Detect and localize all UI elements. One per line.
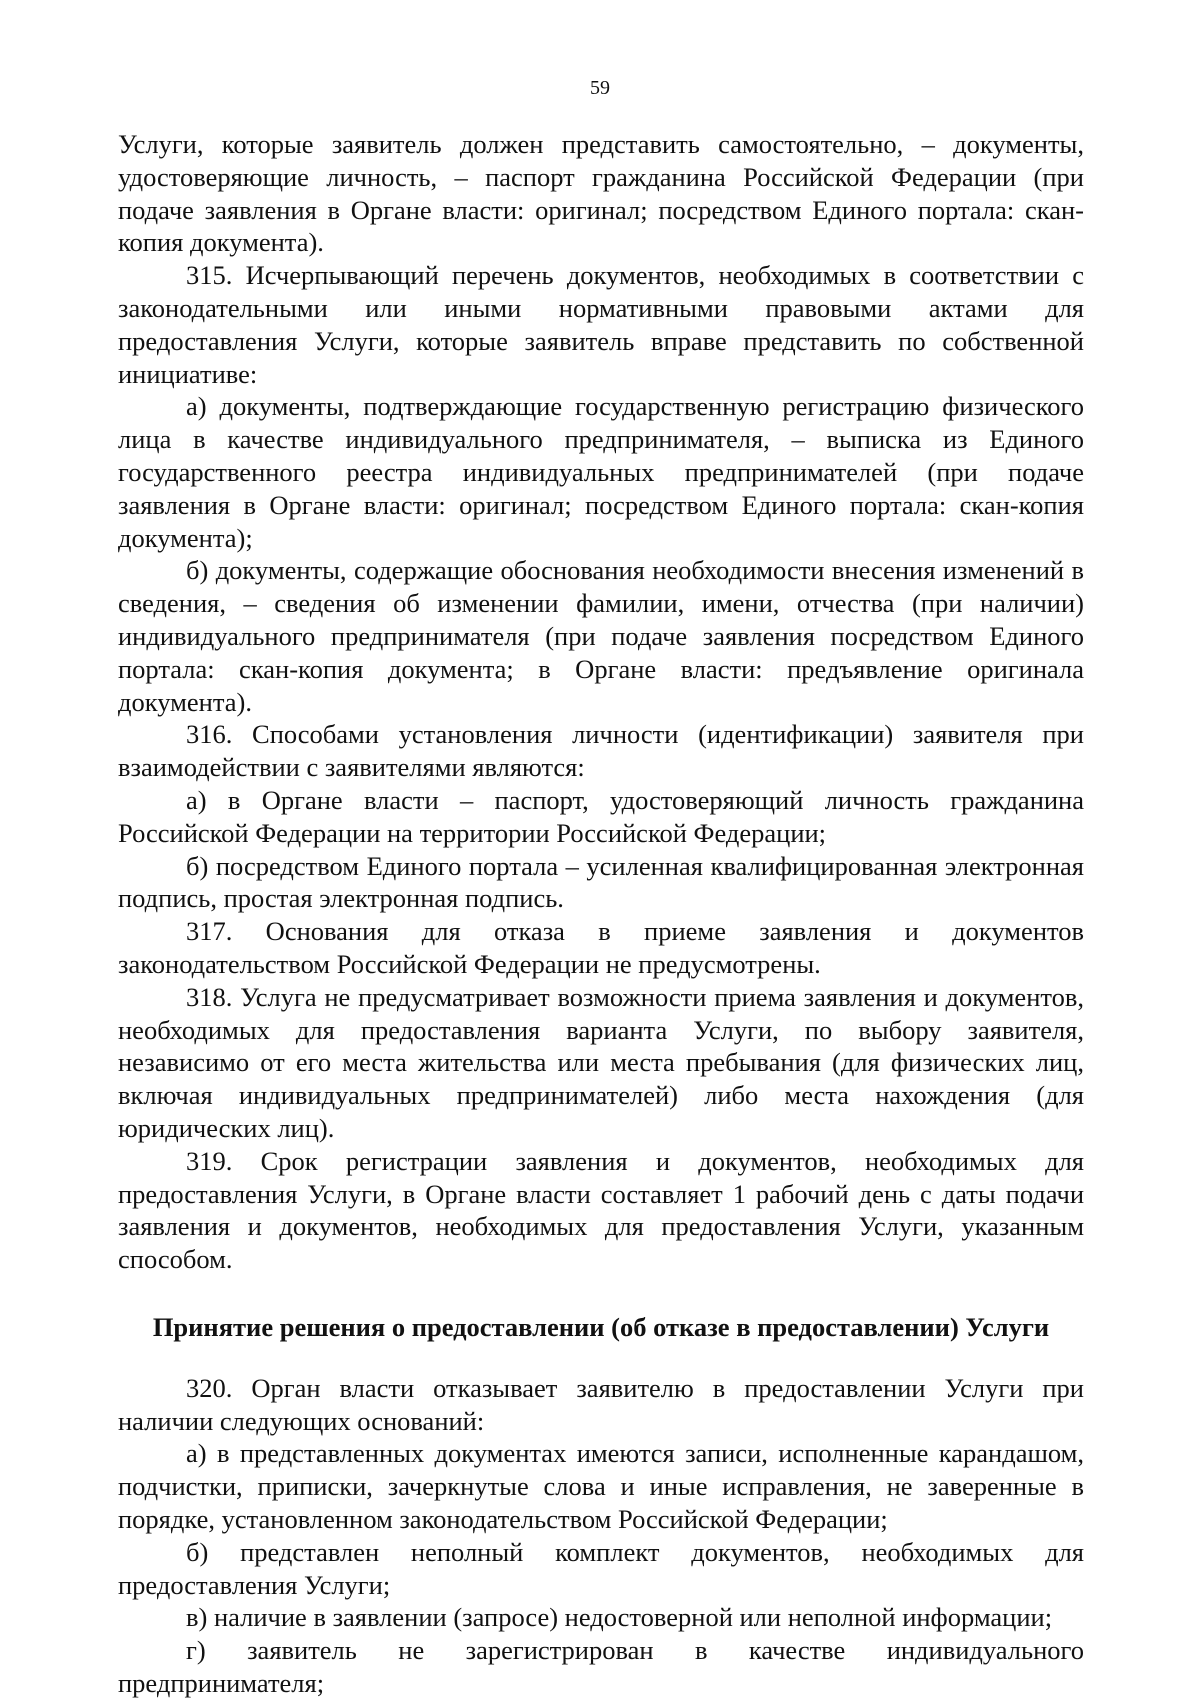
paragraph: Услуги, которые заявитель должен представить самостоятельно, – документы, удостоверяющие личность, – паспорт гражданина Российской Федерации (при подаче заявления в Органе власти: оригинал; посредством Единого портала: скан-копия документа).	[118, 129, 1084, 258]
paragraph-317: 317. Основания для отказа в приеме заявления и документов законодательством Российской Федерации не предусмотрены.	[118, 916, 1084, 979]
paragraph-320-a: а) в представленных документах имеются записи, исполненные карандашом, подчистки, приписки, зачеркнутые слова и иные исправления, не заверенные в порядке, установленном законодательством Российской Федерации;	[118, 1438, 1084, 1535]
paragraph-315-a: а) документы, подтверждающие государственную регистрацию физического лица в качестве индивидуального предпринимателя, – выписка из Единого государственного реестра индивидуальных предпринимателей (при подаче заявления в Органе власти: оригинал; посредством Единого портала: скан-копия документа);	[118, 391, 1084, 553]
section-heading: Принятие решения о предоставлении (об отказе в предоставлении) Услуги	[152, 1311, 1050, 1342]
paragraph-316: 316. Способами установления личности (идентификации) заявителя при взаимодействии с заявителями являются:	[118, 719, 1084, 783]
paragraph-320-b: б) представлен неполный комплект документов, необходимых для предоставления Услуги;	[118, 1536, 1084, 1600]
page-number: 59	[590, 77, 610, 99]
paragraph-320-v: в) наличие в заявлении (запросе) недостоверной или неполной информации;	[186, 1602, 1053, 1633]
paragraph-316-b: б) посредством Единого портала – усиленная квалифицированная электронная подпись, простая электронная подпись.	[118, 850, 1084, 914]
paragraph-319: 319. Срок регистрации заявления и документов, необходимых для предоставления Услуги, в Органе власти составляет 1 рабочий день с даты подачи заявления и документов, необходимых для предоставления Услуги, указанным способом.	[118, 1145, 1084, 1275]
paragraph-315: 315. Исчерпывающий перечень документов, необходимых в соответствии с законодательными или иными нормативными правовыми актами для предоставления Услуги, которые заявитель вправе представить по собственной инициативе:	[118, 260, 1084, 389]
paragraph-315-b: б) документы, содержащие обоснования необходимости внесения изменений в сведения, – сведения об изменении фамилии, имени, отчества (при наличии) индивидуального предпринимателя (при подаче заявления посредством Единого портала: скан-копия документа; в Органе власти: предъявление оригинала документа).	[118, 555, 1084, 717]
paragraph-320-g: г) заявитель не зарегистрирован в качестве индивидуального предпринимателя;	[118, 1635, 1084, 1699]
document-body	[118, 128, 1084, 1700]
paragraph-318: 318. Услуга не предусматривает возможности приема заявления и документов, необходимых для предоставления варианта Услуги, по выбору заявителя, независимо от его места жительства или места пребывания (для физических лиц, включая индивидуальных предпринимателей) либо места нахождения (для юридических лиц).	[118, 981, 1084, 1143]
paragraph-320: 320. Орган власти отказывает заявителю в предоставлении Услуги при наличии следующих оснований:	[118, 1372, 1084, 1436]
paragraph-316-a: а) в Органе власти – паспорт, удостоверяющий личность гражданина Российской Федерации на территории Российской Федерации;	[118, 784, 1084, 848]
